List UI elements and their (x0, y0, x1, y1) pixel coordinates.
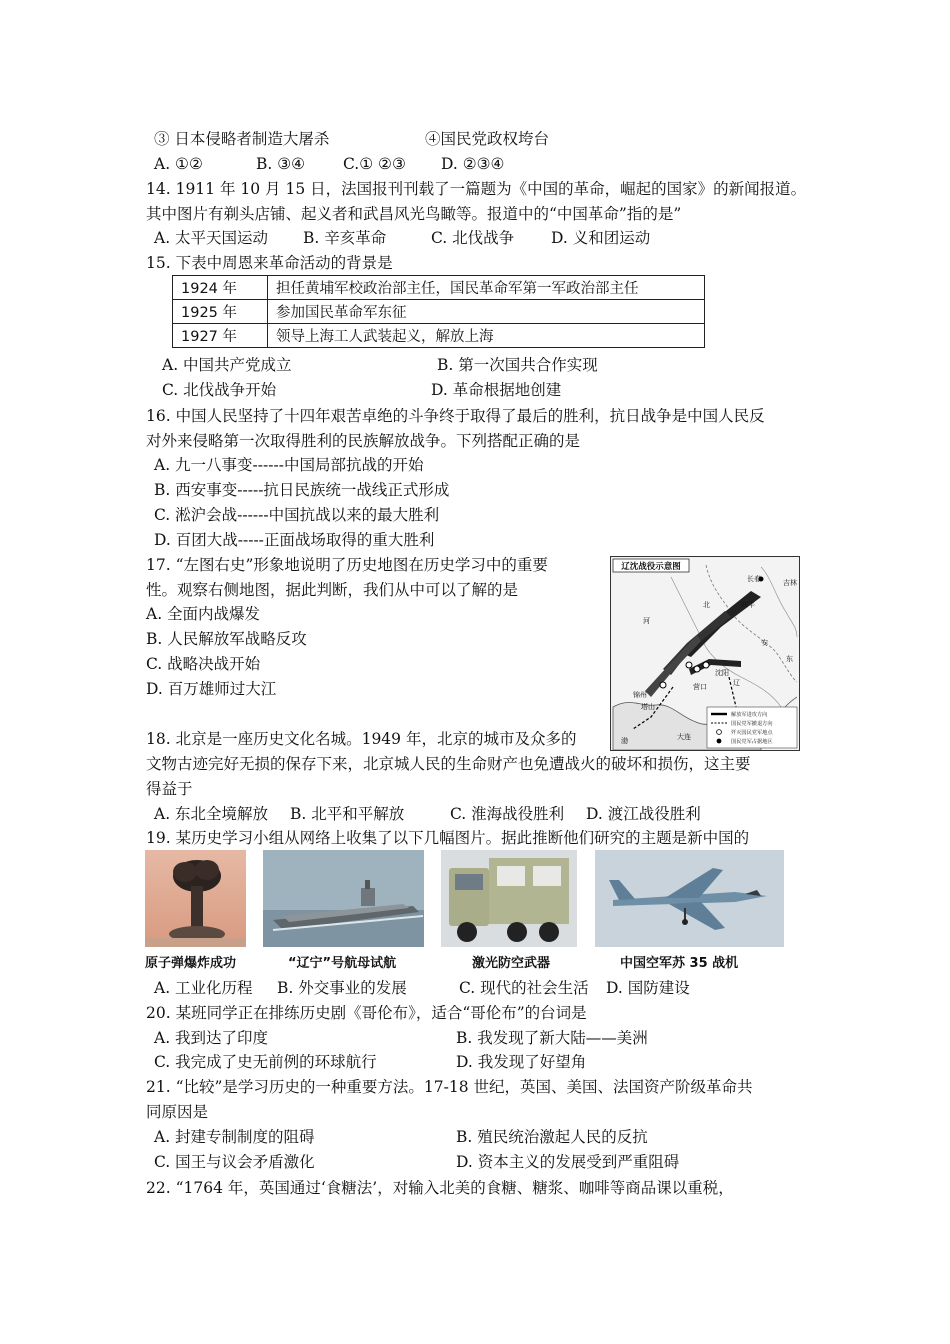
q15-event-cell: 担任黄埔军校政治部主任，国民革命军第一军政治部主任 (268, 276, 705, 300)
table-row (173, 276, 705, 300)
q15-year-cell: 1924 年 (173, 276, 268, 300)
q13-option-d: D. ②③④ (441, 155, 505, 173)
svg-text:北: 北 (703, 601, 710, 609)
q20-option-b: B. 我发现了新大陆——美洲 (456, 1029, 648, 1047)
caption-laser-weapon: 激光防空武器 (472, 956, 551, 971)
q15-option-d: D. 革命根据地创建 (431, 381, 562, 399)
q18-option-c: C. 淮海战役胜利 (450, 805, 565, 823)
q16-option-a: A. 九一八事变------中国局部抗战的开始 (154, 456, 424, 474)
aircraft-carrier-photo (263, 850, 424, 947)
q15-option-a: A. 中国共产党成立 (162, 356, 292, 374)
q18-stem-line-1: 18. 北京是一座历史文化名城。1949 年，北京的城市及众多的 (146, 730, 577, 748)
q14-stem-line-1: 14. 1911 年 10 月 15 日，法国报刊刊载了一篇题为《中国的革命，崛起的国家》的新闻报道。 (146, 180, 807, 198)
table-row (173, 324, 705, 348)
q20-stem: 20. 某班同学正在排练历史剧《哥伦布》，适合“哥伦布”的台词是 (146, 1004, 587, 1022)
q14-option-a: A. 太平天国运动 (154, 229, 269, 247)
liaoshen-campaign-map (610, 556, 800, 751)
svg-text:辽: 辽 (733, 679, 740, 687)
aircraft-carrier-icon (263, 850, 424, 947)
q17-option-c: C. 战略决战开始 (146, 655, 261, 673)
svg-text:安: 安 (761, 639, 768, 647)
q18-option-b: B. 北平和平解放 (290, 805, 405, 823)
svg-text:河: 河 (643, 617, 650, 625)
q18-option-d: D. 渡江战役胜利 (586, 805, 701, 823)
table-row (173, 300, 705, 324)
q15-event-cell: 参加国民革命军东征 (268, 300, 705, 324)
svg-text:大连: 大连 (677, 733, 691, 741)
q21-option-b: B. 殖民统治激起人民的反抗 (456, 1128, 648, 1146)
q18-stem-line-2: 文物古迹完好无损的保存下来，北京城人民的生命财产也免遭战火的破坏和损伤，这主要 (146, 755, 751, 773)
map-title: 辽沈战役示意图 (621, 562, 681, 572)
svg-text:沈阳: 沈阳 (715, 669, 729, 677)
q15-event-cell: 领导上海工人武装起义，解放上海 (268, 324, 705, 348)
q15-year-cell: 1927 年 (173, 324, 268, 348)
q14-option-c: C. 北伐战争 (431, 229, 515, 247)
q19-option-d: D. 国防建设 (606, 979, 690, 997)
q19-option-b: B. 外交事业的发展 (277, 979, 407, 997)
q16-option-b: B. 西安事变-----抗日民族统一战线正式形成 (154, 481, 450, 499)
q21-option-d: D. 资本主义的发展受到严重阻碍 (456, 1153, 680, 1171)
q13-item-3: ③ 日本侵略者制造大屠杀 (154, 130, 330, 148)
svg-text:长春: 长春 (747, 575, 761, 583)
battle-marker-icon (703, 662, 709, 668)
q20-option-a: A. 我到达了印度 (154, 1029, 269, 1047)
q15-year-cell: 1925 年 (173, 300, 268, 324)
svg-text:国民党军占据地区: 国民党军占据地区 (731, 739, 773, 745)
svg-text:渤: 渤 (621, 737, 628, 745)
q16-option-c: C. 淞沪会战------中国抗战以来的最大胜利 (154, 506, 440, 524)
q13-item-4: ④国民党政权垮台 (425, 130, 550, 148)
svg-text:国民党军撤退方向: 国民党军撤退方向 (731, 721, 773, 727)
q21-option-c: C. 国王与议会矛盾激化 (154, 1153, 315, 1171)
q17-option-d: D. 百万雄师过大江 (146, 680, 277, 698)
q14-stem-line-2: 其中图片有剃头店铺、起义者和武昌风光鸟瞰等。报道中的“中国革命”指的是” (146, 205, 682, 223)
q20-option-c: C. 我完成了史无前例的环球航行 (154, 1053, 377, 1071)
svg-text:四平: 四平 (741, 601, 755, 609)
q18-stem-line-3: 得益于 (146, 780, 193, 798)
svg-text:东: 东 (786, 655, 793, 663)
q21-stem-line-1: 21. “比较”是学习历史的一种重要方法。17-18 世纪，英国、美国、法国资产阶级革命共 (146, 1078, 753, 1096)
q13-option-a: A. ①② (154, 155, 203, 173)
battle-marker-icon (660, 682, 666, 688)
svg-text:解放军进攻方向: 解放军进攻方向 (731, 712, 768, 718)
battle-marker-icon (686, 662, 692, 668)
q14-option-d: D. 义和团运动 (551, 229, 651, 247)
map-drawing (611, 557, 799, 750)
q20-option-d: D. 我发现了好望角 (456, 1053, 587, 1071)
q15-stem: 15. 下表中周恩来革命活动的背景是 (146, 254, 393, 272)
svg-text:营口: 营口 (693, 683, 707, 691)
svg-text:塔山: 塔山 (641, 703, 655, 711)
q13-option-b: B. ③④ (256, 155, 306, 173)
q16-stem-line-1: 16. 中国人民坚持了十四年艰苦卓绝的斗争终于取得了最后的胜利，抗日战争是中国人民反 (146, 407, 765, 425)
q17-stem-line-2: 性。观察右侧地图，据此判断，我们从中可以了解的是 (146, 581, 519, 599)
q21-option-a: A. 封建专制制度的阻碍 (154, 1128, 315, 1146)
atomic-bomb-photo (145, 850, 246, 947)
military-truck-icon (441, 850, 577, 947)
svg-text:歼灭国民党军地点: 歼灭国民党军地点 (731, 730, 773, 736)
caption-liaoning-carrier: “辽宁”号航母试航 (288, 956, 397, 971)
svg-text:吉林: 吉林 (783, 579, 797, 587)
q13-option-c: C.① ②③ (343, 155, 406, 173)
svg-text:锦州: 锦州 (633, 691, 647, 699)
q19-stem: 19. 某历史学习小组从网络上收集了以下几幅图片。据此推断他们研究的主题是新中国的 (146, 829, 750, 847)
q22-stem: 22. “1764 年，英国通过‘食糖法’，对输入北美的食糖、糖浆、咖啡等商品课以重税， (146, 1179, 734, 1197)
battle-marker-icon (694, 666, 700, 672)
fighter-jet-photo (595, 850, 784, 947)
q21-stem-line-2: 同原因是 (146, 1103, 209, 1121)
q15-option-b: B. 第一次国共合作实现 (437, 356, 598, 374)
q15-activity-table (172, 275, 705, 348)
mushroom-cloud-icon (145, 850, 246, 947)
fighter-jet-icon (595, 850, 784, 947)
q14-option-b: B. 辛亥革命 (303, 229, 387, 247)
q16-option-d: D. 百团大战-----正面战场取得的重大胜利 (154, 531, 435, 549)
q19-option-a: A. 工业化历程 (154, 979, 253, 997)
q17-option-b: B. 人民解放军战略反攻 (146, 630, 307, 648)
q19-option-c: C. 现代的社会生活 (459, 979, 589, 997)
q18-option-a: A. 东北全境解放 (154, 805, 269, 823)
laser-weapon-photo (441, 850, 577, 947)
q15-option-c: C. 北伐战争开始 (162, 381, 277, 399)
q17-option-a: A. 全面内战爆发 (146, 605, 261, 623)
caption-su35-fighter: 中国空军苏 35 战机 (620, 956, 739, 971)
caption-atomic-bomb: 原子弹爆炸成功 (145, 956, 237, 971)
q16-stem-line-2: 对外来侵略第一次取得胜利的民族解放战争。下列搭配正确的是 (146, 432, 581, 450)
q17-stem-line-1: 17. “左图右史”形象地说明了历史地图在历史学习中的重要 (146, 556, 548, 574)
